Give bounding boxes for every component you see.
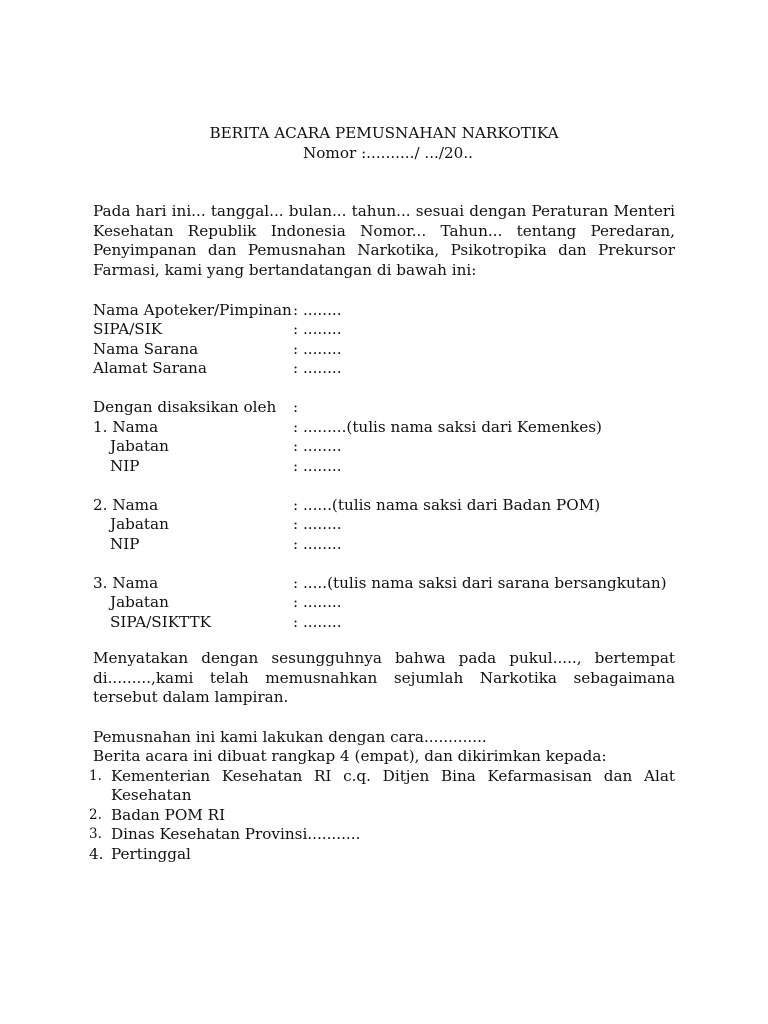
field-value: : ........ — [293, 359, 342, 377]
witness-name-label: 2. Nama — [93, 496, 159, 514]
witness-row-value: : ........ — [293, 515, 342, 533]
list-item: Badan POM RI — [111, 806, 226, 824]
witness-heading-colon: : — [293, 398, 299, 416]
method-line: Pemusnahan ini kami lakukan dengan cara............. — [93, 728, 487, 746]
list-item: Pertinggal — [111, 845, 191, 863]
witness-name-value: : .....(tulis nama saksi dari sarana bersangkutan) — [293, 574, 667, 592]
field-value: : ........ — [293, 301, 342, 319]
witness-row-value: : ........ — [293, 593, 342, 611]
witness-row-label: SIPA/SIKTTK — [110, 613, 211, 631]
document-title: BERITA ACARA PEMUSNAHAN NARKOTIKA — [209, 124, 559, 142]
witness-row-value: : ........ — [293, 535, 342, 553]
distribution-intro: Berita acara ini dibuat rangkap 4 (empat), dan dikirimkan kepada: — [93, 747, 607, 765]
witness-name-value: : ......(tulis nama saksi dari Badan POM) — [293, 496, 601, 514]
list-number: 2. — [89, 807, 102, 823]
witness-row-label: NIP — [110, 457, 140, 475]
witness-row-value: : ........ — [293, 613, 342, 631]
field-label: Alamat Sarana — [93, 359, 207, 377]
field-value: : ........ — [293, 340, 342, 358]
list-item: Dinas Kesehatan Provinsi........... — [111, 825, 361, 843]
witness-name-value: : .........(tulis nama saksi dari Kemenkes) — [293, 418, 602, 436]
field-label: Nama Sarana — [93, 340, 199, 358]
witness-row-label: Jabatan — [110, 437, 169, 455]
field-label: SIPA/SIK — [93, 320, 163, 338]
list-number: 3. — [89, 826, 102, 842]
witness-name-label: 1. Nama — [93, 418, 159, 436]
list-item-continuation: Kesehatan — [111, 786, 192, 804]
witness-row-label: Jabatan — [110, 515, 169, 533]
document-number: Nomor :........../ .../20.. — [303, 144, 473, 162]
witness-row-label: NIP — [110, 535, 140, 553]
list-item: Kementerian Kesehatan RI c.q. Ditjen Bina Kefarmasisan dan Alat — [111, 767, 675, 785]
witness-name-label: 3. Nama — [93, 574, 159, 592]
witness-heading: Dengan disaksikan oleh — [93, 398, 277, 416]
field-label: Nama Apoteker/Pimpinan — [93, 301, 292, 319]
witness-row-value: : ........ — [293, 437, 342, 455]
field-value: : ........ — [293, 320, 342, 338]
witness-row-label: Jabatan — [110, 593, 169, 611]
list-number: 4. — [89, 845, 104, 863]
list-number: 1. — [89, 768, 102, 784]
witness-row-value: : ........ — [293, 457, 342, 475]
statement-paragraph: Menyatakan dengan sesungguhnya bahwa pada pukul....., bertempat di.........,kami telah memusnahkan sejumlah Narkotika sebagaimana tersebut dalam lampiran. — [93, 649, 675, 706]
intro-paragraph: Pada hari ini... tanggal... bulan... tahun... sesuai dengan Peraturan Menteri Kesehatan Republik Indonesia Nomor... Tahun... tentang Peredaran, Penyimpanan dan Pemusnahan Narkotika, Psikotropika dan Prekursor Farmasi, kami yang bertandatangan di bawah ini: — [93, 202, 675, 279]
